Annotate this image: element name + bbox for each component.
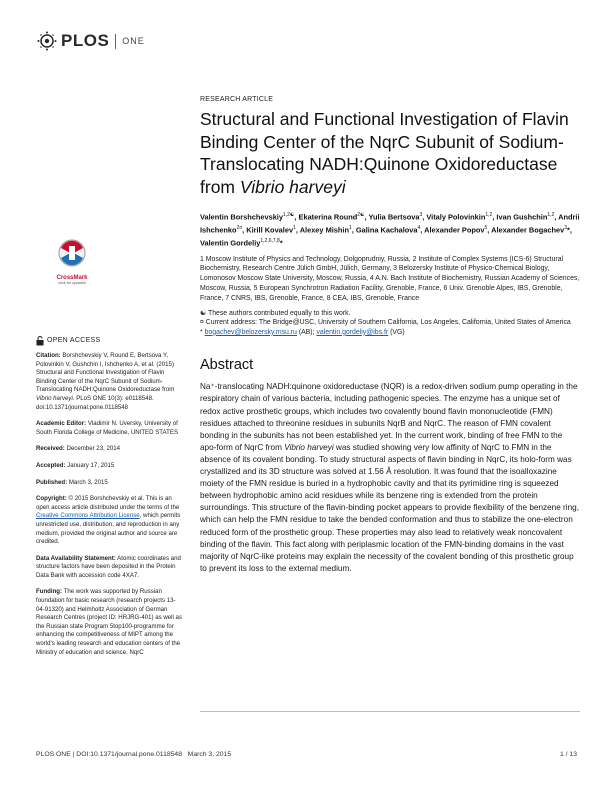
page-footer: [36, 751, 577, 758]
footer-date: March 3, 2015: [187, 751, 232, 758]
email-tag-1: (AB);: [298, 328, 315, 336]
data-availability-label: Data Availability Statement:: [36, 554, 116, 562]
author-affil-sup: 5: [484, 224, 488, 231]
equal-contrib-icon: ☯: [200, 309, 207, 317]
author-affil-sup: 1: [293, 224, 296, 231]
logo-divider: [115, 34, 116, 49]
published-label: Published:: [36, 478, 68, 486]
plos-dots-icon: [36, 31, 58, 51]
author-affil-sup: 2☯: [357, 212, 365, 218]
author-name: Alexander Bogachev: [491, 225, 565, 235]
journal-sub: ONE: [122, 36, 145, 46]
author-notes: [200, 309, 580, 338]
author-separator: ,: [420, 225, 425, 235]
author-separator: ,: [351, 225, 356, 235]
author-separator: ,: [242, 225, 247, 235]
data-availability-block: [36, 555, 184, 581]
author-name: Yulia Bertsova: [368, 212, 420, 222]
editor-block: [36, 420, 184, 437]
journal-logo[interactable]: [36, 31, 145, 51]
author-affil-sup: 1,2: [547, 212, 555, 218]
accepted-block: [36, 462, 184, 471]
author-list: [200, 210, 580, 249]
author-name: Alexander Popov: [424, 225, 485, 235]
author-affil-sup: 1,2: [485, 212, 493, 218]
citation-label: Citation:: [36, 352, 61, 359]
received-block: [36, 445, 184, 454]
author-separator: *: [279, 238, 283, 248]
affil-first-num: 1: [200, 255, 204, 263]
author-affil-sup: 3: [419, 212, 423, 218]
author-name: Kirill Kovalev: [246, 225, 294, 235]
copyright-block: [36, 495, 184, 547]
email-tag-2: (VG): [390, 328, 405, 336]
author-name: Valentin Gordeliy: [200, 238, 261, 248]
accepted-date: January 17, 2015: [67, 461, 115, 469]
received-date: December 23, 2014: [66, 445, 121, 453]
note-equal: [200, 309, 580, 319]
author-separator: ,: [422, 212, 427, 222]
author-separator: ,: [492, 212, 497, 222]
abstract-heading: Abstract: [200, 357, 254, 374]
citation-species: Vibrio harveyi.: [36, 394, 75, 402]
open-lock-icon: [36, 336, 44, 346]
funding-text: The work was supported by Russian foundation for basic research (research projects 13-04-91320) and Helmholtz Association of German Research Centres (project ID: HRJRG-401) as well as the Russian state Program 5top100-programme for enhancing the competitiveness of MIPT among the world's leading research and education centers of the Ministry of education and science. NqrC: [36, 588, 182, 656]
author-separator: ,: [554, 212, 559, 222]
email-link-1[interactable]: bogachev@belozersky.msu.ru: [204, 328, 297, 336]
author-affil-sup: 1: [348, 224, 352, 231]
author-name: Ekaterina Round: [298, 212, 358, 222]
author-name: Galina Kachalova: [355, 225, 418, 235]
footer-doi: PLOS ONE | DOI:10.1371/journal.pone.0118548: [36, 751, 182, 758]
copyright-label: Copyright:: [36, 495, 67, 503]
affiliations-text: Moscow Institute of Physics and Technology, Dolgoprudniy, Russia, 2 Institute of Complex Systems (ICS-6) Structural Biochemistry, Research Centre Jülich GmbH, Jülich, Germany, 3 Belozersky Institute of Physico-Chemical Biology, Lomonosov Moscow State University, Moscow, Russia, 4 A.N. Bach Institute of Biochemistry, Russian Academy of Sciences, Moscow, Russia, 5 European Synchrotron Radiation Facility, Grenoble, France, 6 Univ. Grenoble Alpes, IBS, Grenoble, France, 7 CNRS, IBS, Grenoble, France, 8 CEA, IBS, Grenoble, France: [200, 255, 580, 302]
author-name: Ivan Gushchin: [496, 212, 548, 222]
author-affil-sup: 1,2☯: [282, 212, 295, 218]
footer-citation: [36, 751, 231, 758]
abstract-part-b: was studied showing very low affinity of NqrC to FMN in the absence of its covalent bonding. To study structural aspects of flavin binding in NqrC, its holo-form was crystallized and its 3D structure was solved at 1.56 Å resolution. It was found that the isoalloxazine moiety of the FMN residue is buried in a hydrophobic cavity and that its pyrimidine ring is squeezed between hydrophobic amino acid residues while its benzene ring is extended from the protein surroundings. This structure of the flavin-binding pocket appears to provide flexibility of the benzene ring, which can help the FMN residue to take the bended conformation and thus to stabilize the one-electron reduced form of the prosthetic group. These properties may also lead to relatively weak noncovalent binding of the flavin. This fact along with periplasmic location of the FMN-binding domains in the vast majority of NqrC-like proteins may explain the necessity of the covalent bonding of this prosthetic group to prevent its loss to the external medium.: [200, 442, 579, 573]
author-separator: *,: [567, 225, 572, 235]
citation-tail: PLoS ONE 10(3): e0118548. doi:10.1371/journal.pone.0118548: [36, 394, 154, 411]
accepted-label: Accepted:: [36, 461, 66, 469]
article-type: RESEARCH ARTICLE: [200, 96, 274, 103]
article-title: [200, 108, 580, 198]
crossmark-label: CrossMark: [56, 275, 88, 281]
received-label: Received:: [36, 445, 65, 453]
author-affil-sup: 3: [564, 224, 568, 231]
article-main: [200, 96, 580, 575]
abstract-part-a: Na⁺-translocating NADH:quinone oxidoreductase (NQR) is a redox-driven sodium pump operating in the respiratory chain of various bacteria, including pathogenic species. The enzyme has a unique set of redox active prosthetic groups, which includes two covalently bound flavin mononucleotide (FMN) residues attached to threonine residues in subunits NqrB and NqrC. The reason of FMN covalent bonding in the subunits has not been established yet. In the current work, binding of free FMN to the apo-form of NqrC from: [200, 382, 578, 452]
crossmark-icon: [52, 238, 92, 270]
email-link-2[interactable]: valentin.gordeliy@ibs.fr: [316, 328, 389, 336]
abstract-species: Vibrio harveyi: [284, 442, 334, 452]
author-affil-sup: 1,2,6,7,8: [260, 237, 280, 244]
author-separator: ,: [295, 225, 300, 235]
left-sidebar: [36, 336, 184, 665]
citation-block: [36, 352, 184, 412]
open-access-label: OPEN ACCESS: [47, 336, 101, 344]
open-access-tag: [36, 336, 184, 346]
affiliations: [200, 255, 580, 304]
author-separator: ,: [294, 212, 299, 222]
author-affil-sup: 4: [417, 224, 421, 231]
author-name: Andrii Ishchenko: [200, 212, 580, 235]
journal-brand: PLOS: [61, 31, 110, 50]
author-separator: ,: [487, 225, 492, 235]
title-species: Vibrio harveyi: [239, 176, 346, 197]
data-availability-text: Atomic coordinates and structure factors have been deposited in the Protein Data Bank with accession code 4XA7.: [36, 554, 181, 579]
note-emails: * bogachev@belozersky.msu.ru (AB); valentin.gordeliy@ibs.fr (VG): [200, 328, 405, 336]
editor-text: Vladimir N. Uversky, University of South Florida College of Medicine, UNITED STATES: [36, 420, 179, 436]
crossmark-badge[interactable]: [52, 238, 92, 286]
current-address-icon: ¤: [200, 319, 204, 327]
crossmark-sub: click for updates: [58, 281, 86, 285]
abstract-text: [200, 381, 580, 575]
note-current-text: Current address: The Bridge@USC, University of Southern California, Los Angeles, California, United States of America: [205, 319, 571, 327]
editor-label: Academic Editor:: [36, 420, 87, 428]
page-number: 1 / 13: [559, 751, 577, 758]
funding-label: Funding:: [36, 588, 63, 596]
author-affil-sup: 2¤: [236, 224, 243, 231]
author-name: Valentin Borshchevskiy: [200, 212, 283, 222]
published-block: [36, 479, 184, 488]
note-current: [200, 318, 580, 328]
author-name: Alexey Mishin: [299, 225, 349, 235]
author-name: Vitaly Polovinkin: [426, 212, 486, 222]
copyright-text-b: , which permits unrestricted use, distribution, and reproduction in any medium, provided the original author and source are credited.: [36, 512, 181, 546]
citation-text: Borshchevskiy V, Round E, Bertsova Y, Polovinkin V, Gushchin I, Ishchenko A, et al. (2015) Structural and Functional Investigation of Flavin Binding Center of the NqrC Subunit of Sodium-Translocating NADH:Quinone Oxidoreductase from: [36, 352, 175, 394]
title-text: Structural and Functional Investigation of Flavin Binding Center of the NqrC Subunit of Sodium-Translocating NADH:Quinone Oxidoreductase from: [200, 109, 569, 197]
note-equal-text: These authors contributed equally to this work.: [207, 309, 351, 317]
published-date: March 3, 2015: [68, 478, 108, 486]
author-separator: ,: [364, 212, 369, 222]
license-link[interactable]: Creative Commons Attribution License: [36, 512, 140, 520]
abstract-divider: [200, 711, 580, 712]
copyright-text-a: © 2015 Borshchevskiy et al. This is an open access article distributed under the terms of the: [36, 495, 180, 511]
funding-block: [36, 588, 184, 657]
